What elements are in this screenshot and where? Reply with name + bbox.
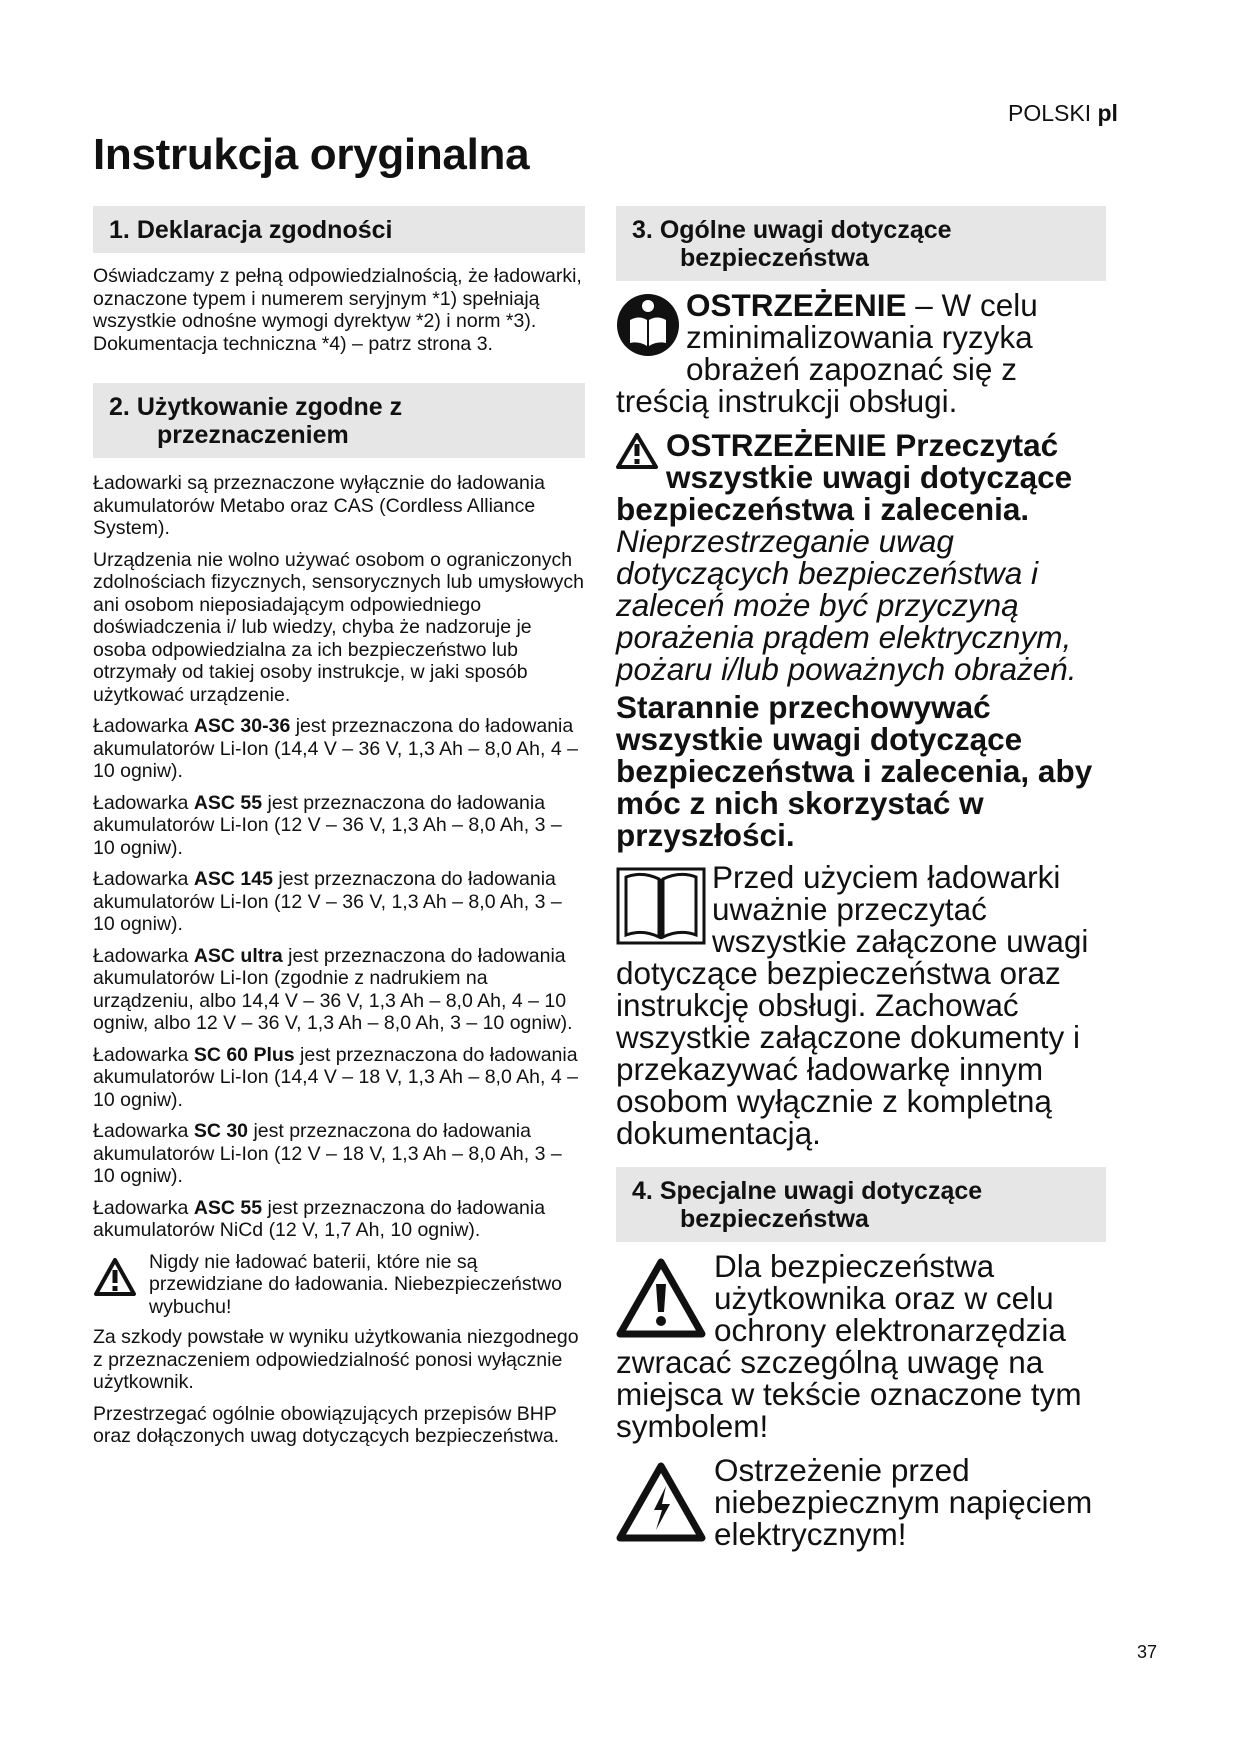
charger-description	[93, 1197, 585, 1242]
intended-use-text: Ładowarki są przeznaczone wyłącznie do ładowania akumulatorów Metabo oraz CAS (Cordless Alliance System).	[93, 472, 546, 539]
book-instructions	[616, 861, 1106, 1149]
charger-intro: Ładowarka	[93, 944, 194, 967]
bhp-text: Przestrzegać ogólnie obowiązujących przepisów BHP oraz dołączonych uwag dotyczących bezpieczeństwa.	[93, 1402, 560, 1447]
charger-model: ASC 55	[193, 1196, 263, 1219]
section-2-title-line1: Użytkowanie zgodne z	[136, 393, 403, 421]
right-column	[616, 206, 1106, 1550]
damage-liability-text: Za szkody powstałe w wyniku użytkowania niezgodnego z przeznaczeniem odpowiedzialność ponosi wyłącznie użytkownik.	[93, 1326, 579, 1393]
language-label	[1008, 100, 1118, 127]
declaration-text: Oświadczamy z pełną odpowiedzialnością, że ładowarki, oznaczone typem i numerem seryjnym *1) spełniają wszystkie odnośne wymogi dyrektyw *2) i norm *3). Dokumentacja techniczna *4) – patrz strona 3.	[93, 265, 582, 355]
charger-list	[93, 715, 585, 1242]
warning-triangle-icon	[93, 1257, 149, 1302]
charger-spec: jest przeznaczona do ładowania akumulatorów Li-Ion (12 V – 18 V, 1,3 Ah – 8,0 Ah, 3 – 10 ogniw).	[93, 1120, 562, 1187]
general-warning-heading: OSTRZEŻENIE Przeczytać wszystkie uwagi dotyczące bezpieczeństwa i zalecenia.	[616, 427, 1073, 527]
section-4-number: 4.	[632, 1177, 653, 1205]
section-3-title-line1: Ogólne uwagi dotyczące	[659, 216, 952, 244]
charger-model: SC 30	[193, 1120, 249, 1142]
charger-model: ASC 145	[193, 868, 273, 890]
page-title: Instrukcja oryginalna	[93, 130, 530, 179]
charger-intro: Ładowarka	[93, 868, 194, 890]
high-voltage-icon	[616, 1462, 714, 1548]
charger-description	[93, 1120, 585, 1188]
special-warning-text: Dla bezpieczeństwa użytkownika oraz w celu ochrony elektronarzędzia zwracać szczególną uwagę na miejsca w tekście oznaczone tym symbolem!	[616, 1248, 1082, 1444]
charger-description	[93, 792, 585, 860]
page-number: 37	[1137, 1642, 1158, 1662]
special-warning	[616, 1250, 1106, 1442]
persons-restriction-text: Urządzenia nie wolno używać osobom o ograniczonych zdolnościach fizycznych, sensorycznych lub umysłowych ani osobom nieposiadającym odpowiedniego doświadczenia i/ lub wiedzy, chyba że nadzoruje je osoba odpowiedzialna za ich bezpieczeństwo lub otrzymały od takiej osoby instrukcje, w jaki sposób użytkować urządzenie.	[93, 548, 584, 706]
charger-intro: Ładowarka	[93, 715, 194, 737]
warning-triangle-large-icon	[616, 1258, 714, 1344]
charger-description	[93, 868, 585, 936]
charger-intro: Ładowarka	[93, 1120, 194, 1142]
charger-intro: Ładowarka	[93, 791, 194, 814]
section-4-heading	[616, 1167, 1106, 1242]
manual-warning	[616, 289, 1106, 417]
charger-intro: Ładowarka	[93, 1043, 194, 1066]
charger-spec: jest przeznaczona do ładowania akumulatorów Li-Ion (12 V – 36 V, 1,3 Ah – 8,0 Ah, 3 – 10 ogniw).	[93, 868, 562, 935]
section-3-heading	[616, 206, 1106, 281]
section-3-number: 3.	[632, 216, 653, 244]
charger-model: ASC 30-36	[193, 715, 291, 737]
charger-spec: jest przeznaczona do ładowania akumulatorów NiCd (12 V, 1,7 Ah, 10 ogniw).	[93, 1196, 546, 1241]
section-2-number: 2.	[109, 393, 130, 421]
general-warning-italic: Nieprzestrzeganie uwag dotyczących bezpieczeństwa i zaleceń może być przyczyną porażenia prądem elektrycznym, pożaru i/lub poważnych obrażeń.	[616, 523, 1077, 687]
section-4-title-line2: bezpieczeństwa	[680, 1205, 869, 1233]
book-instructions-text: Przed użyciem ładowarki uważnie przeczytać wszystkie załączone uwagi dotyczące bezpieczeństwa oraz instrukcję obsługi. Zachować wszystkie załączone dokumenty i przekazywać ładowarkę innym osobom wyłącznie z kompletną dokumentacją.	[616, 859, 1089, 1151]
section-4-title-line1: Specjalne uwagi dotyczące	[659, 1177, 983, 1205]
left-column	[93, 206, 585, 1457]
charger-spec: jest przeznaczona do ładowania akumulatorów Li-Ion (12 V – 36 V, 1,3 Ah – 8,0 Ah, 3 – 10 ogniw).	[93, 791, 562, 859]
warning-triangle-icon	[616, 433, 666, 467]
language-code: pl	[1097, 100, 1118, 126]
battery-warning	[93, 1251, 585, 1319]
section-1-title: Deklaracja zgodności	[136, 216, 393, 244]
book-icon	[616, 865, 712, 957]
charger-model: ASC ultra	[193, 944, 283, 967]
charger-spec: jest przeznaczona do ładowania akumulatorów Li-Ion (14,4 V – 18 V, 1,3 Ah – 8,0 Ah, 4 – 10 ogniw).	[93, 1043, 578, 1111]
general-warning	[616, 429, 1106, 851]
language-name: POLSKI	[1008, 100, 1092, 126]
charger-spec: jest przeznaczona do ładowania akumulatorów Li-Ion (14,4 V – 36 V, 1,3 Ah – 8,0 Ah, 4 – 10 ogniw).	[93, 715, 578, 782]
charger-model: ASC 55	[193, 791, 263, 814]
section-2-heading	[93, 383, 585, 458]
charger-description	[93, 945, 585, 1035]
keep-instructions-text: Starannie przechowywać wszystkie uwagi dotyczące bezpieczeństwa i zalecenia, aby móc z nich skorzystać w przyszłości.	[616, 689, 1093, 853]
charger-description	[93, 715, 585, 783]
charger-spec: jest przeznaczona do ładowania akumulatorów Li-Ion (zgodnie z nadrukiem na urządzeniu, albo 14,4 V – 36 V, 1,3 Ah – 8,0 Ah, 4 – 10 ogniw, albo 12 V – 36 V, 1,3 Ah – 8,0 Ah, 3 – 10 ogniw).	[93, 944, 573, 1034]
charger-intro: Ładowarka	[93, 1196, 194, 1219]
voltage-warning	[616, 1454, 1106, 1550]
manual-warning-body: – W celu zminimalizowania ryzyka obrażeń zapoznać się z treścią instrukcji obsługi.	[616, 287, 1038, 419]
section-1-number: 1.	[109, 216, 130, 244]
section-3-title-line2: bezpieczeństwa	[680, 244, 869, 272]
charger-description	[93, 1044, 585, 1112]
section-1-heading	[93, 206, 585, 253]
section-2-title-line2: przeznaczeniem	[157, 421, 349, 449]
voltage-warning-text: Ostrzeżenie przed niebezpiecznym napięciem elektrycznym!	[714, 1452, 1093, 1552]
battery-warning-text: Nigdy nie ładować baterii, które nie są przewidziane do ładowania. Niebezpieczeństwo wybuchu!	[149, 1250, 562, 1318]
manual-warning-label: OSTRZEŻENIE	[686, 287, 907, 323]
read-manual-icon	[616, 293, 686, 359]
charger-model: SC 60 Plus	[193, 1043, 295, 1066]
